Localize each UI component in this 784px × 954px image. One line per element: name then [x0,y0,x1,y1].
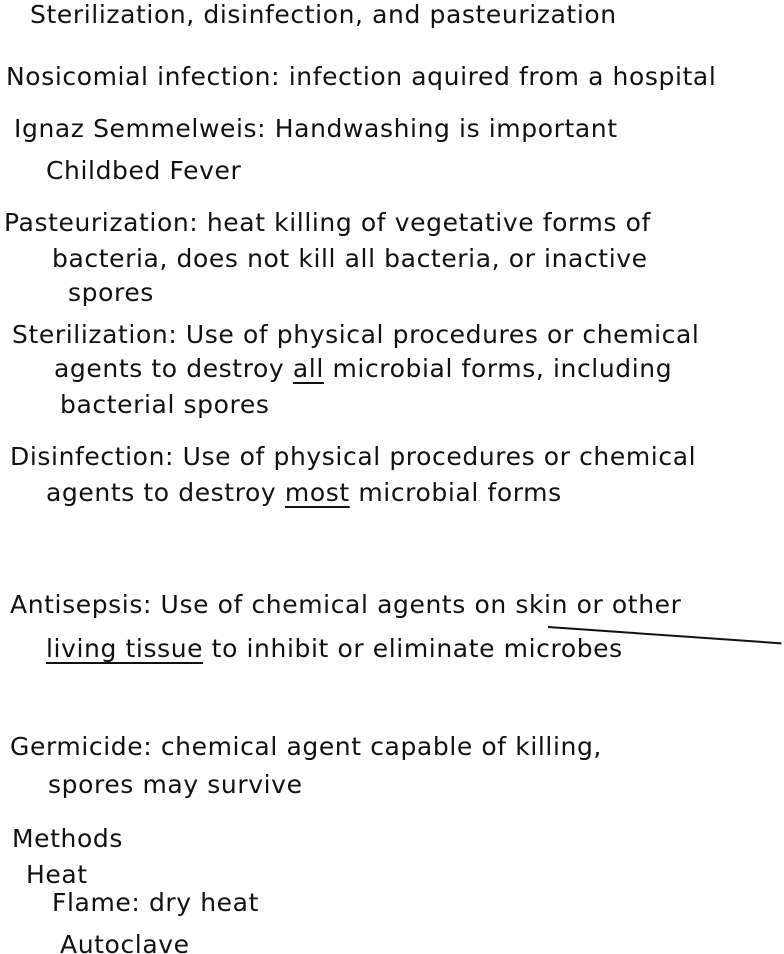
sterilization-def-1: Use of physical procedures or chemical [185,320,700,349]
germicide-def-2: spores may survive [48,770,303,799]
pasteurization-line-3 [68,280,154,305]
disinfection-line-1: Disinfection: Use of physical procedures or chemical [10,442,697,471]
antisepsis-line-1: Antisepsis: Use of chemical agents on skin or other [10,590,682,619]
notes-title-text: Sterilization, disinfection, and pasteurization [30,0,617,29]
methods-flame-text: Flame: dry heat [52,888,259,917]
sterilization-line-2 [54,356,672,381]
germicide-line-1: Germicide: chemical agent capable of killing, [10,732,602,761]
semmelweis-sub [46,158,241,183]
methods-flame [52,890,259,915]
disinfection-emphasis-most: most [284,478,350,507]
disinfection-def-2-pre: agents to destroy [46,478,277,507]
pasteurization-line-2 [52,246,648,271]
disinfection-line-2 [46,480,562,505]
germicide-def-1: chemical agent capable of killing, [160,732,602,761]
semmelweis-note: Handwashing is important [274,114,618,143]
antisepsis-emphasis-living-tissue: living tissue [46,634,204,663]
pasteurization-def-1: heat killing of vegetative forms of [206,208,651,237]
semmelweis-name: Ignaz Semmelweis [14,114,258,143]
sterilization-term: Sterilization [12,320,169,349]
notes-title [30,2,617,27]
disinfection-def-2-post: microbial forms [358,478,562,507]
pasteurization-term: Pasteurization [4,208,190,237]
germicide-term: Germicide [10,732,144,761]
nosocomial-definition: infection aquired from a hospital [288,62,717,91]
pasteurization-def-3: spores [68,278,154,307]
sterilization-emphasis-all: all [292,354,324,383]
antisepsis-line-2 [46,636,623,661]
disinfection-def-1: Use of physical procedures or chemical [182,442,697,471]
methods-heat-text: Heat [26,860,88,889]
methods-heat [26,862,88,887]
nosocomial-line: Nosicomial infection: infection aquired from a hospital [6,62,717,91]
antisepsis-emphasis-skin: skin or other [515,590,682,619]
pasteurization-line-1: Pasteurization: heat killing of vegetative forms of [4,208,651,237]
sterilization-def-2-post: microbial forms, including [332,354,673,383]
antisepsis-term: Antisepsis [10,590,143,619]
nosocomial-term: Nosicomial infection [6,62,272,91]
sterilization-def-2-pre: agents to destroy [54,354,285,383]
semmelweis-line: Ignaz Semmelweis: Handwashing is important [14,114,618,143]
semmelweis-sub-text: Childbed Fever [46,156,242,185]
disinfection-term: Disinfection [10,442,166,471]
pasteurization-def-2: bacteria, does not kill all bacteria, or inactive [52,244,648,273]
sterilization-def-3: bacterial spores [60,390,270,419]
sterilization-line-1: Sterilization: Use of physical procedures or chemical [12,320,700,349]
methods-heading [12,826,123,851]
methods-autoclave [60,932,190,954]
antisepsis-def-1-pre: Use of chemical agents on [160,590,507,619]
methods-autoclave-text: Autoclave [60,930,190,954]
methods-heading-text: Methods [12,824,123,853]
germicide-line-2 [48,772,303,797]
antisepsis-def-2-post: to inhibit or eliminate microbes [211,634,623,663]
sterilization-line-3 [60,392,269,417]
